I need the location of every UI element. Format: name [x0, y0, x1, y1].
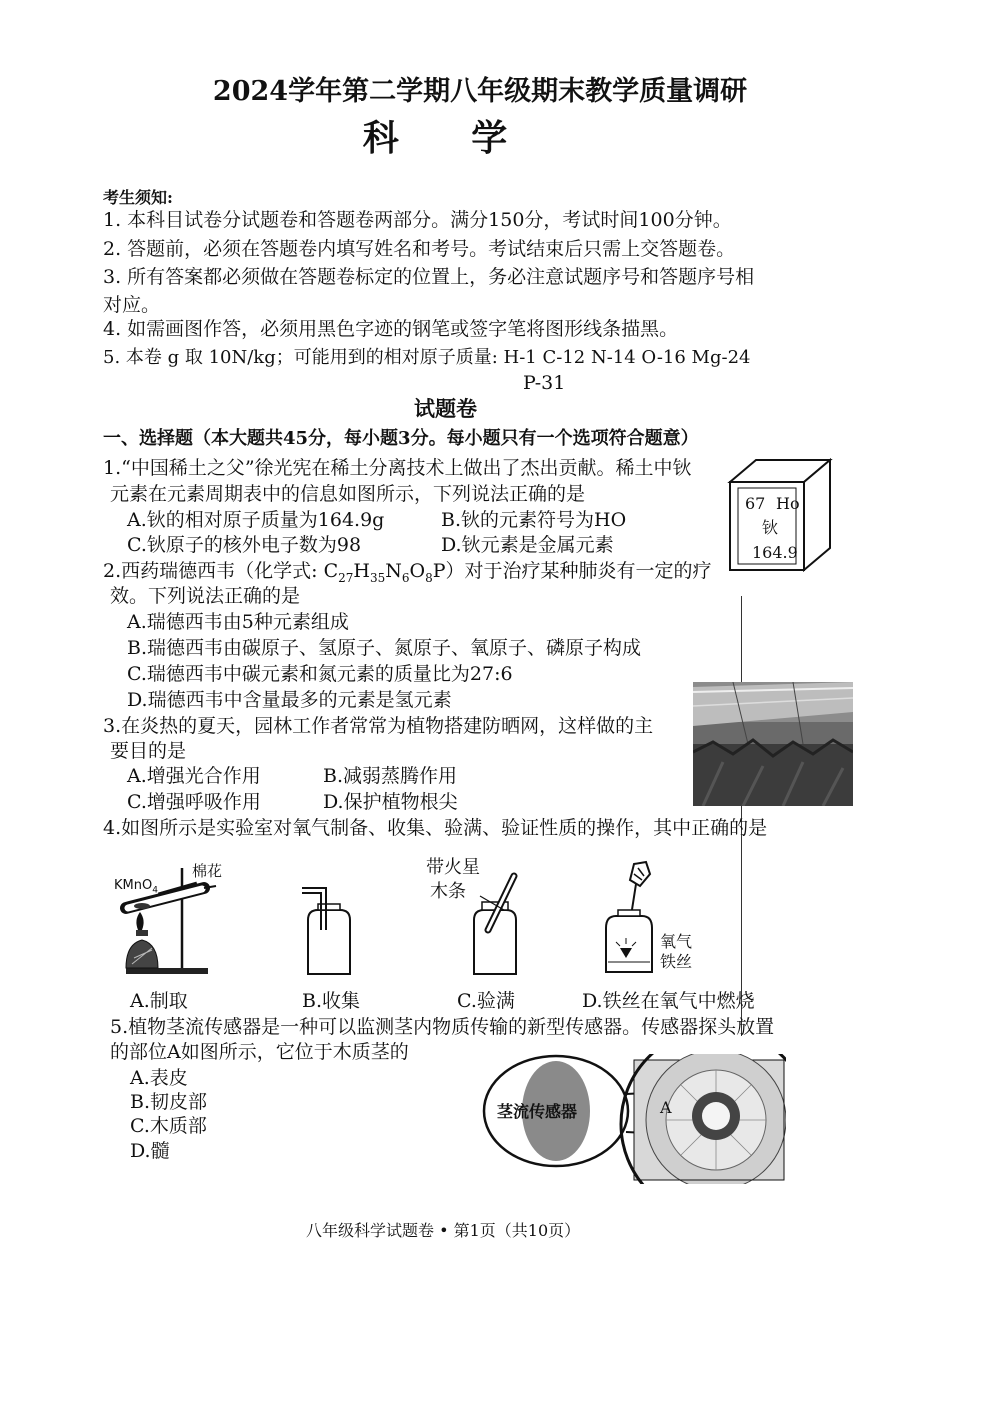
q5-option-a: A.表皮 [130, 1067, 188, 1089]
notice-item-5: 5. 本卷 g 取 10N/kg；可能用到的相对原子质量: H-1 C-12 N-14 O-16 Mg-24 [103, 347, 751, 368]
q1-option-d: D.钬元素是金属元素 [441, 534, 614, 556]
q1-option-b: B.钬的元素符号为HO [441, 509, 627, 531]
q2-sub-c: 27 [338, 570, 354, 585]
q2-option-d: D.瑞德西韦中含量最多的元素是氢元素 [127, 689, 452, 711]
q2-sub-o: 8 [425, 570, 433, 585]
point-a-label: A [660, 1098, 672, 1117]
notice-item-5-cont: P-31 [523, 372, 566, 394]
q2-sub-n: 6 [401, 570, 410, 585]
q4-option-b: B.收集 [302, 990, 361, 1012]
q5-option-d: D.髓 [130, 1140, 170, 1162]
q3-stem-line1: 3.在炎热的夏天，园林工作者常常为植物搭建防晒网，这样做的主 [103, 715, 654, 737]
paper-title: 试题卷 [414, 396, 477, 421]
q2-option-a: A.瑞德西韦由5种元素组成 [127, 611, 349, 633]
label-kmno4 [114, 874, 158, 903]
q5-option-c: C.木质部 [130, 1115, 207, 1137]
q1-stem-line1: 1.“中国稀土之父”徐光宪在稀土分离技术上做出了杰出贡献。稀土中钬 [103, 457, 692, 479]
q2-stem-end: ）对于治疗某种肺炎有一定的疗 [445, 560, 712, 582]
q3-option-c: C.增强呼吸作用 [127, 791, 261, 813]
notice-heading: 考生须知: [103, 188, 173, 207]
label-splint-2: 木条 [430, 881, 466, 902]
label-splint-1: 带火星 [426, 857, 480, 878]
q4-option-d: D.铁丝在氧气中燃烧 [582, 990, 755, 1012]
q1-option-c: C.钬原子的核外电子数为98 [127, 534, 362, 556]
q3-option-d: D.保护植物根尖 [323, 791, 458, 813]
exam-title: 2024学年第二学期八年级期末教学质量调研 [212, 76, 748, 107]
q5-stem-line1: 5.植物茎流传感器是一种可以监测茎内物质传输的新型传感器。传感器探头放置 [110, 1016, 775, 1038]
notice-item-3: 3. 所有答案都必须做在答题卷标定的位置上，务必注意试题序号和答题序号相 [103, 266, 755, 288]
q4-stem: 4.如图所示是实验室对氧气制备、收集、验满、验证性质的操作，其中正确的是 [103, 817, 768, 839]
element-symbol: Ho [776, 494, 800, 513]
label-cotton: 棉花 [192, 862, 223, 880]
shade-net-photo [693, 682, 853, 806]
leader-line-splint [478, 894, 508, 914]
q2-el-h: H [353, 560, 370, 582]
section-heading: 一、选择题（本大题共45分，每小题3分。每小题只有一个选项符合题意） [103, 428, 699, 449]
q3-stem-line2: 要目的是 [110, 740, 187, 762]
apparatus-collection [296, 880, 366, 980]
q2-stem-start: 2.西药瑞德西韦（化学式: C [103, 560, 339, 582]
page-footer: 八年级科学试题卷 • 第1页（共10页） [306, 1221, 581, 1240]
notice-item-1: 1. 本科目试卷分试题卷和答题卷两部分。满分150分，考试时间100分钟。 [103, 209, 732, 231]
q1-option-a: A.钬的相对原子质量为164.9g [127, 509, 385, 531]
element-number: 67 [745, 494, 766, 513]
notice-item-2: 2. 答题前，必须在答题卷内填写姓名和考号。考试结束后只需上交答题卷。 [103, 238, 736, 260]
q5-stem-line2: 的部位A如图所示，它位于木质茎的 [110, 1041, 409, 1063]
q2-el-o: O [409, 560, 426, 582]
element-name: 钬 [762, 518, 779, 537]
label-oxygen: 氧气 [660, 932, 693, 951]
q4-option-a: A.制取 [130, 990, 188, 1012]
q2-sub-h: 35 [369, 570, 386, 585]
label-kmno4-text: KMnO [114, 878, 153, 893]
q2-el-n: N [385, 560, 402, 582]
notice-item-4: 4. 如需画图作答，必须用黑色字迹的钢笔或签字笔将图形线条描黑。 [103, 318, 679, 340]
apparatus-check-full [462, 870, 532, 982]
subject-title: 科 学 [362, 117, 538, 159]
label-kmno4-sub: 4 [152, 885, 158, 896]
apparatus-iron-burning [596, 858, 666, 980]
q2-option-c: C.瑞德西韦中碳元素和氮元素的质量比为27:6 [127, 663, 513, 685]
element-mass: 164.9 [752, 543, 798, 562]
label-iron-wire: 铁丝 [660, 952, 693, 971]
q2-option-b: B.瑞德西韦由碳原子、氢原子、氮原子、氧原子、磷原子构成 [127, 637, 642, 659]
q3-option-b: B.减弱蒸腾作用 [323, 765, 458, 787]
q1-stem-line2: 元素在元素周期表中的信息如图所示，下列说法正确的是 [110, 483, 586, 505]
q4-option-c: C.验满 [457, 990, 515, 1012]
q3-option-a: A.增强光合作用 [127, 765, 261, 787]
q2-stem-line2: 效。下列说法正确的是 [110, 585, 301, 607]
q5-option-b: B.韧皮部 [130, 1091, 208, 1113]
notice-item-3-cont: 对应。 [103, 294, 161, 316]
q2-el-p: P [432, 560, 446, 582]
sensor-label: 茎流传感器 [497, 1102, 578, 1121]
